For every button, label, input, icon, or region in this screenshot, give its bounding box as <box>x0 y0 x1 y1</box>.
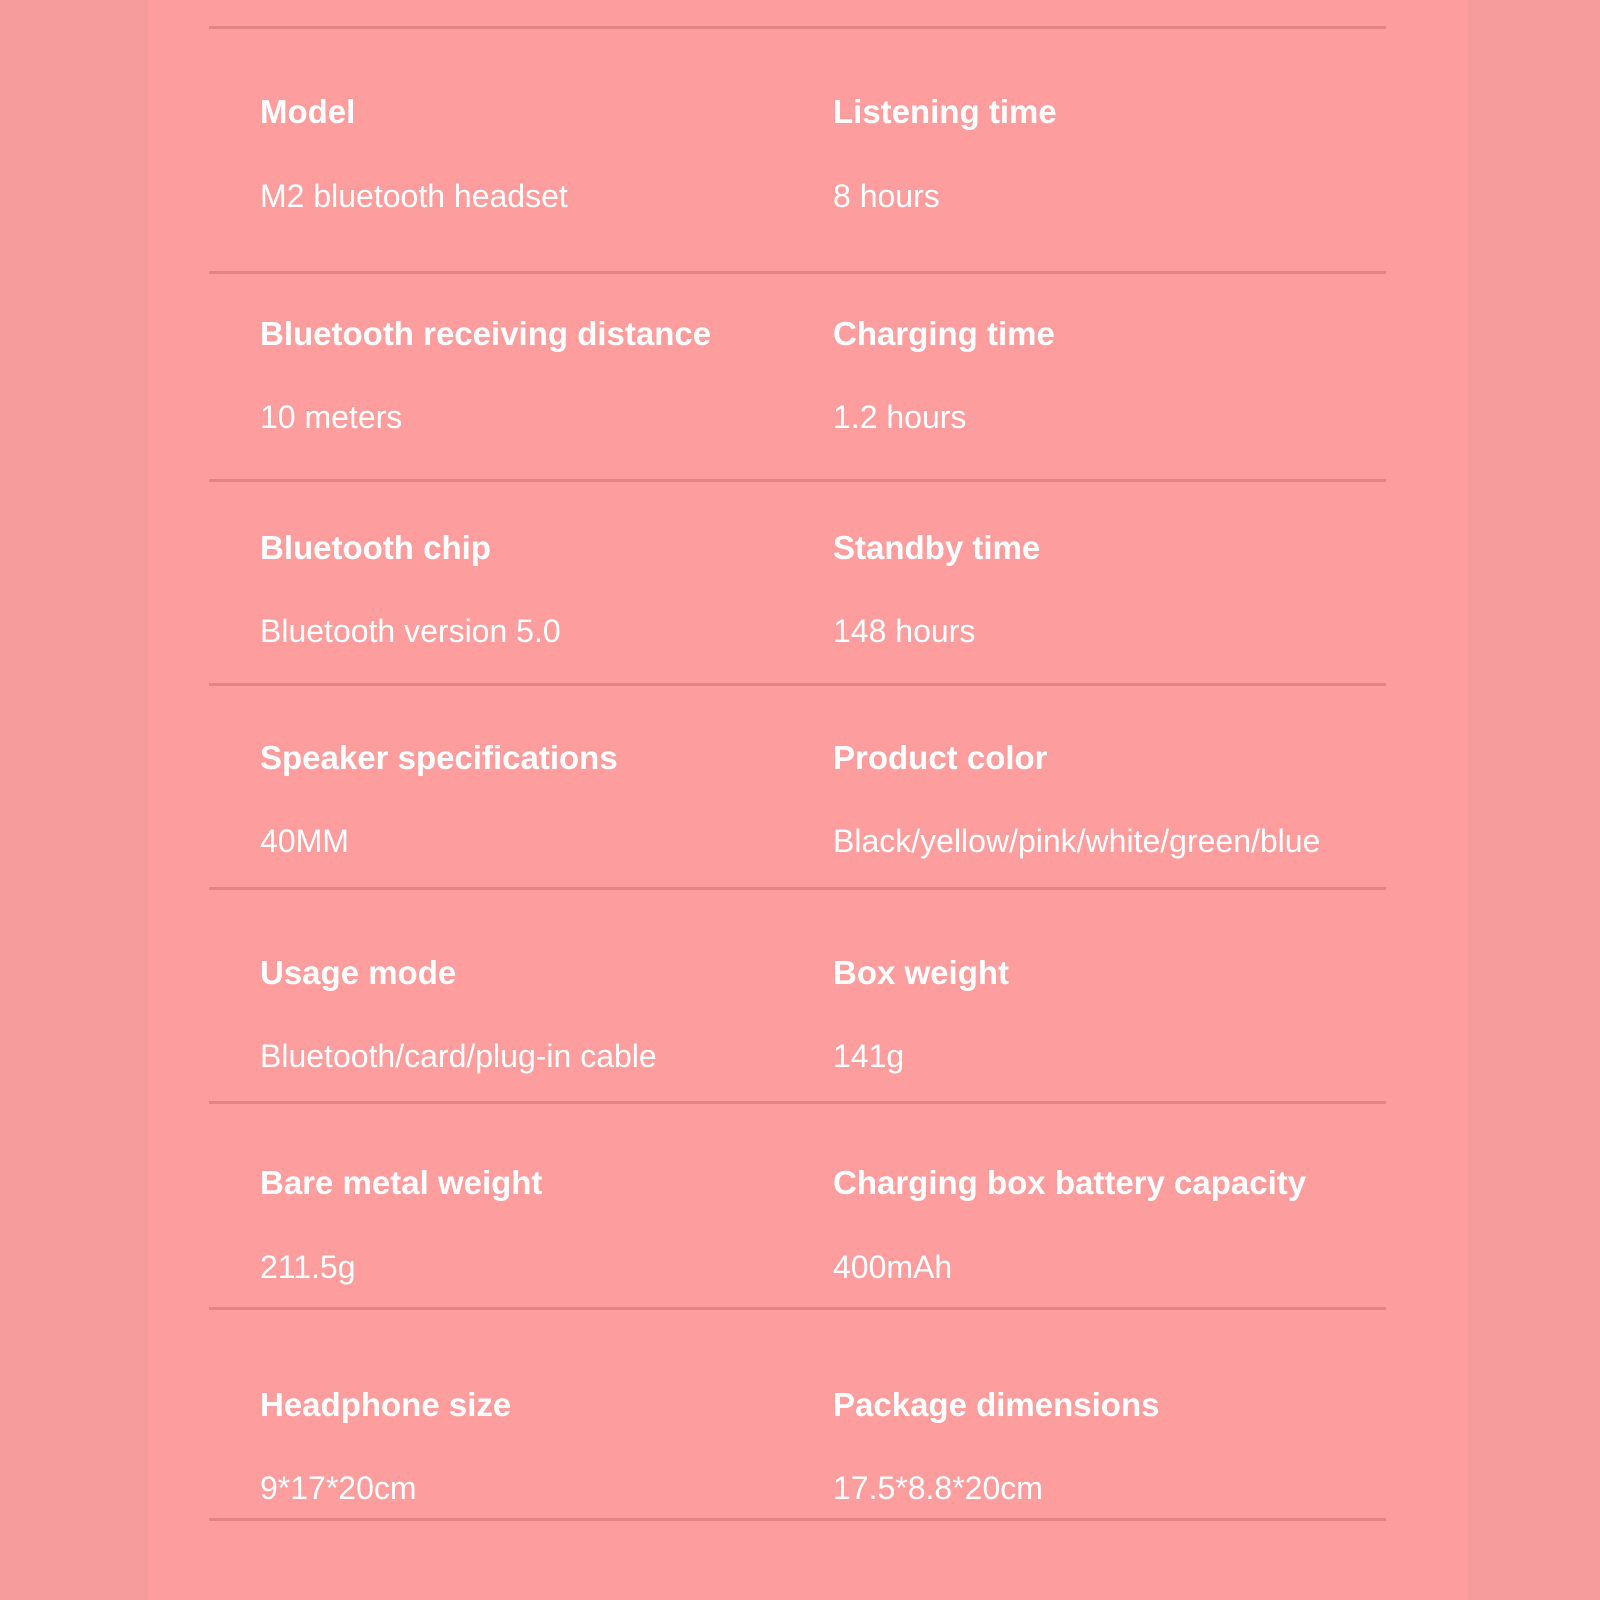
divider <box>209 683 1386 686</box>
spec-label-package-dimensions: Package dimensions <box>833 1386 1160 1423</box>
spec-label-listening-time: Listening time <box>833 93 1057 130</box>
spec-label-product-color: Product color <box>833 739 1048 776</box>
spec-value-product-color: Black/yellow/pink/white/green/blue <box>833 823 1321 859</box>
spec-label-standby-time: Standby time <box>833 529 1041 566</box>
spec-value-speaker-specifications: 40MM <box>260 823 349 859</box>
spec-sheet-background <box>148 0 1468 1600</box>
spec-value-usage-mode: Bluetooth/card/plug-in cable <box>260 1038 657 1074</box>
spec-label-headphone-size: Headphone size <box>260 1386 512 1423</box>
spec-value-model: M2 bluetooth headset <box>260 178 568 214</box>
divider <box>209 1101 1386 1104</box>
spec-value-listening-time: 8 hours <box>833 178 940 214</box>
spec-label-receiving-distance: Bluetooth receiving distance <box>260 315 712 352</box>
spec-label-model: Model <box>260 93 356 130</box>
divider <box>209 887 1386 890</box>
divider <box>209 271 1386 274</box>
spec-value-bluetooth-chip: Bluetooth version 5.0 <box>260 613 561 649</box>
spec-value-headphone-size: 9*17*20cm <box>260 1470 417 1506</box>
spec-label-box-weight: Box weight <box>833 954 1010 991</box>
spec-label-speaker-specifications: Speaker specifications <box>260 739 618 776</box>
spec-value-battery-capacity: 400mAh <box>833 1249 953 1285</box>
spec-value-standby-time: 148 hours <box>833 613 976 649</box>
divider-top <box>209 26 1386 29</box>
spec-value-bare-metal-weight: 211.5g <box>260 1249 356 1285</box>
spec-label-bare-metal-weight: Bare metal weight <box>260 1164 543 1201</box>
spec-label-usage-mode: Usage mode <box>260 954 457 991</box>
divider <box>209 479 1386 482</box>
spec-label-charging-time: Charging time <box>833 315 1055 352</box>
spec-label-battery-capacity: Charging box battery capacity <box>833 1164 1307 1201</box>
divider <box>209 1518 1386 1521</box>
divider <box>209 1307 1386 1310</box>
spec-value-receiving-distance: 10 meters <box>260 399 403 435</box>
spec-value-package-dimensions: 17.5*8.8*20cm <box>833 1470 1043 1506</box>
spec-label-bluetooth-chip: Bluetooth chip <box>260 529 491 566</box>
spec-value-box-weight: 141g <box>833 1038 905 1074</box>
spec-value-charging-time: 1.2 hours <box>833 399 967 435</box>
